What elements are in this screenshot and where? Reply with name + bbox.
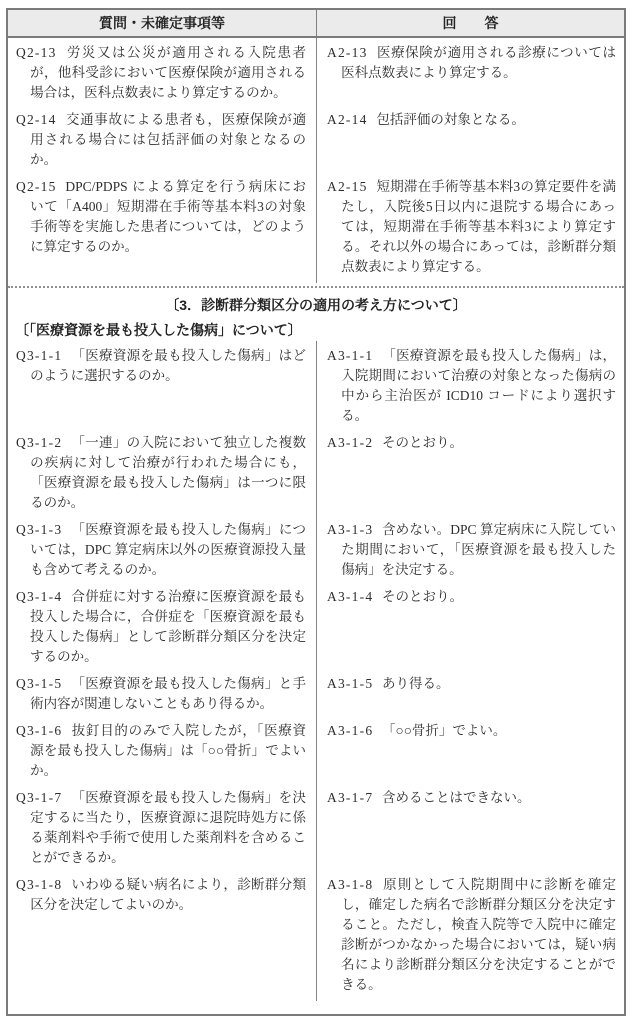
question-body: 労災又は公災が適用される入院患者が，他科受診において医療保険が適用される場合は，医科点数表により算定するのか。	[30, 45, 306, 100]
question-cell	[8, 788, 316, 868]
question-text	[16, 788, 306, 868]
answer-cell	[316, 43, 624, 103]
qa-row-q3-1-5	[8, 670, 624, 717]
section-2-continued-rows	[8, 38, 624, 283]
answer-number: A3-1-5	[327, 676, 374, 691]
answer-body: 「○○骨折」でよい。	[382, 723, 507, 738]
answer-cell	[316, 520, 624, 580]
answer-text	[327, 43, 616, 83]
answer-number: A3-1-7	[327, 790, 374, 805]
question-text	[16, 110, 306, 170]
question-body: いわゆる疑い病名により，診断群分類区分を決定してよいのか。	[30, 877, 306, 912]
answer-text	[327, 346, 616, 426]
qa-row-q2-15	[8, 173, 624, 280]
qa-row-q3-1-6	[8, 717, 624, 784]
answer-cell	[316, 721, 624, 781]
answer-body: 「医療資源を最も投入した傷病」は，入院期間において治療の対象となった傷病の中から主治医が ICD10 コードにより選択する。	[341, 348, 616, 423]
question-body: 「医療資源を最も投入した傷病」はどのように選択するのか。	[30, 348, 306, 383]
answer-cell	[316, 875, 624, 995]
answer-number: A3-1-6	[327, 723, 374, 738]
section-3-title: 〔3．診断群分類区分の適用の考え方について〕	[165, 297, 467, 313]
answer-number: A2-15	[327, 179, 368, 194]
question-number: Q3-1-2	[16, 435, 63, 450]
question-text	[16, 433, 306, 513]
question-cell	[8, 177, 316, 277]
question-body: 「一連」の入院において独立した複数の疾病に対して治療が行われた場合にも，「医療資源を最も投入した傷病」は一つに限るのか。	[30, 435, 306, 510]
question-number: Q3-1-5	[16, 676, 63, 691]
question-body: 「医療資源を最も投入した傷病」と手術内容が関連しないこともあり得るか。	[30, 676, 306, 711]
question-number: Q3-1-6	[16, 723, 63, 738]
answer-number: A3-1-4	[327, 589, 374, 604]
answer-text	[327, 875, 616, 995]
answer-body: そのとおり。	[382, 435, 464, 450]
question-cell	[8, 721, 316, 781]
question-text	[16, 587, 306, 667]
answer-text	[327, 788, 616, 808]
table-header-row	[8, 10, 624, 38]
answer-cell	[316, 177, 624, 277]
question-cell	[8, 674, 316, 714]
question-text	[16, 43, 306, 103]
answer-number: A3-1-1	[327, 348, 374, 363]
question-number: Q3-1-3	[16, 522, 63, 537]
question-number: Q3-1-1	[16, 348, 63, 363]
question-number: Q3-1-8	[16, 877, 63, 892]
answer-text	[327, 433, 616, 453]
answer-body: あり得る。	[382, 676, 450, 691]
section-3-rows	[8, 341, 624, 1001]
qa-row-q3-1-3	[8, 516, 624, 583]
answer-body: 短期滞在手術等基本料3の算定要件を満たし，入院後5日以内に退院する場合にあっては，短期滞在手術等基本料3により算定する。それ以外の場合にあっては，診断群分類点数表により算定する。	[341, 179, 616, 274]
qa-row-q3-1-7	[8, 784, 624, 871]
answer-number: A3-1-2	[327, 435, 374, 450]
question-body: 「医療資源を最も投入した傷病」を決定するに当たり，医療資源に退院時処方に係る薬剤料や手術で使用した薬剤料を含めることができるか。	[30, 790, 306, 865]
table-body	[8, 38, 624, 1014]
answer-body: 包括評価の対象となる。	[376, 112, 525, 127]
question-number: Q2-15	[16, 179, 57, 194]
answer-number: A3-1-8	[327, 877, 374, 892]
answer-number: A3-1-3	[327, 522, 374, 537]
qa-row-q3-1-2	[8, 429, 624, 516]
question-number: Q3-1-7	[16, 790, 63, 805]
question-number: Q3-1-4	[16, 589, 63, 604]
question-cell	[8, 110, 316, 170]
question-text	[16, 346, 306, 386]
answer-text	[327, 721, 616, 741]
question-cell	[8, 520, 316, 580]
answer-text	[327, 587, 616, 607]
answer-cell	[316, 587, 624, 667]
question-text	[16, 177, 306, 257]
question-cell	[8, 587, 316, 667]
answer-cell	[316, 788, 624, 868]
question-column-header: 質問・未確定事項等	[99, 15, 225, 31]
question-body: 合併症に対する治療に医療資源を最も投入した場合に，合併症を「医療資源を最も投入した傷病」として診断群分類区分を決定するのか。	[30, 589, 306, 664]
answer-cell	[316, 433, 624, 513]
question-number: Q2-13	[16, 45, 57, 60]
answer-text	[327, 520, 616, 580]
dotted-section-separator	[8, 286, 624, 288]
answer-cell	[316, 110, 624, 170]
answer-text	[327, 110, 616, 130]
question-body: 抜釘目的のみで入院したが，「医療資源を最も投入した傷病」は「○○骨折」でよいか。	[30, 723, 306, 778]
answer-number: A2-13	[327, 45, 368, 60]
question-body: DPC/PDPS による算定を行う病床において「A400」短期滞在手術等基本料3の対象手術等を実施した患者については，どのように算定するのか。	[30, 179, 306, 254]
question-text	[16, 875, 306, 915]
qa-row-q3-1-4	[8, 583, 624, 670]
question-cell	[8, 433, 316, 513]
answer-cell	[316, 346, 624, 426]
question-cell	[8, 346, 316, 426]
question-text	[16, 674, 306, 714]
answer-cell	[316, 674, 624, 714]
question-cell	[8, 875, 316, 995]
answer-body: 含めることはできない。	[382, 790, 531, 805]
qa-table	[6, 8, 626, 1016]
answer-text	[327, 674, 616, 694]
question-number: Q2-14	[16, 112, 57, 127]
answer-number: A2-14	[327, 112, 368, 127]
answer-text	[327, 177, 616, 277]
answer-body: 医療保険が適用される診療については医科点数表により算定する。	[341, 45, 616, 80]
question-body: 交通事故による患者も，医療保険が適用される場合には包括評価の対象となるのか。	[30, 112, 306, 167]
section-3-subtitle: 〔「医療資源を最も投入した傷病」について〕	[15, 322, 302, 338]
qa-row-q3-1-1	[8, 342, 624, 429]
answer-column-header: 回 答	[316, 10, 624, 36]
question-body: 「医療資源を最も投入した傷病」については，DPC 算定病床以外の医療資源投入量も含めて考えるのか。	[30, 522, 306, 577]
answer-body: 原則として入院期間中に診断を確定し，確定した病名で診断群分類区分を決定すること。ただし，検査入院等で入院中に確定診断がつかなかった場合においては，疑い病名により診断群分類区分を決定することができる。	[341, 877, 616, 992]
qa-row-q2-14	[8, 106, 624, 173]
question-text	[16, 721, 306, 781]
answer-body: そのとおり。	[382, 589, 464, 604]
question-text	[16, 520, 306, 580]
answer-body: 含めない。DPC 算定病床に入院していた期間において，「医療資源を最も投入した傷病」を決定する。	[341, 522, 616, 577]
qa-row-q3-1-8	[8, 871, 624, 998]
qa-row-q2-13	[8, 39, 624, 106]
question-cell	[8, 43, 316, 103]
